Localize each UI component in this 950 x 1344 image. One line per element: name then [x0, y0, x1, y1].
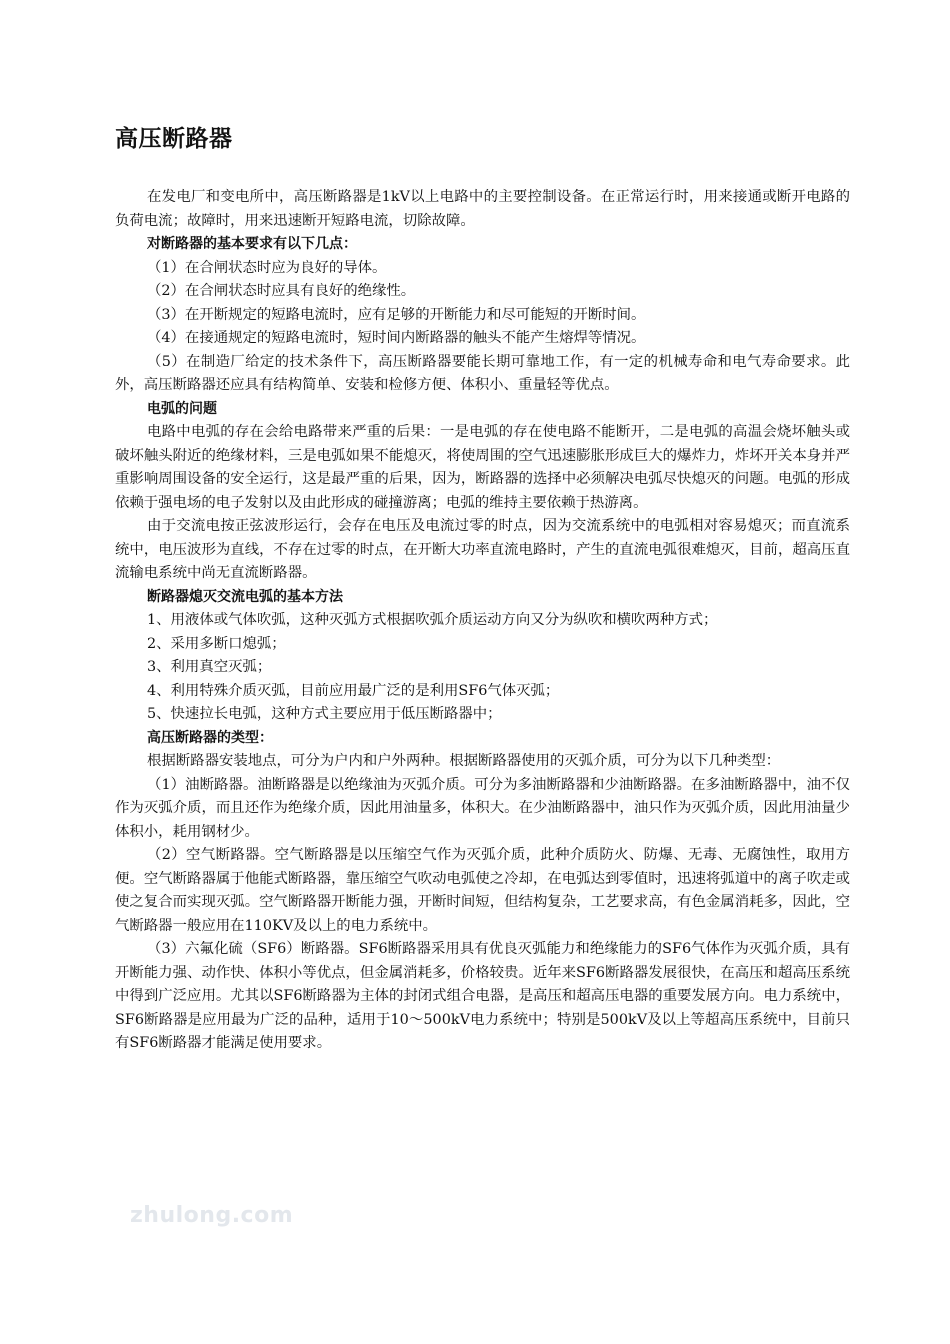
types-heading: 高压断路器的类型：	[147, 729, 273, 746]
requirement-item: （1）在合闸状态时应为良好的导体。	[147, 259, 387, 276]
requirement-item: （2）在合闸状态时应具有良好的绝缘性。	[147, 283, 416, 299]
method-item: 3、利用真空灭弧；	[147, 659, 272, 675]
arc-paragraph: 电路中电弧的存在会给电路带来严重的后果：一是电弧的存在使电路不能断开，二是电弧的高温会烧坏触头或破坏触头附近的绝缘材料，三是电弧如果不能熄灭，将使周围的空气迅速膨胀形成巨大的爆炸力，炸坏开关本身并严重影响周围设备的安全运行，这是最严重的后果，因为，断路器的选择中必须解决电弧尽快熄灭的问题。电弧的形成依赖于强电场的电子发射以及由此形成的碰撞游离；电弧的维持主要依赖于热游离。	[115, 424, 850, 511]
types-intro: 根据断路器安装地点，可分为户内和户外两种。根据断路器使用的灭弧介质，可分为以下几种类型：	[147, 753, 781, 769]
arc-heading: 电弧的问题	[147, 400, 217, 417]
arc-paragraph: 由于交流电按正弦波形运行，会存在电压及电流过零的时点，因为交流系统中的电弧相对容易熄灭；而直流系统中，电压波形为直线，不存在过零的时点，在开断大功率直流电路时，产生的直流电弧很难熄灭，目前，超高压直流输电系统中尚无直流断路器。	[115, 518, 850, 581]
requirement-item: （3）在开断规定的短路电流时，应有足够的开断能力和尽可能短的开断时间。	[147, 306, 646, 323]
requirements-heading: 对断路器的基本要求有以下几点：	[147, 236, 357, 252]
requirement-item: （4）在接通规定的短路电流时，短时间内断路器的触头不能产生熔焊等情况。	[147, 330, 646, 346]
method-item: 1、用液体或气体吹弧，这种灭弧方式根据吹弧介质运动方向又分为纵吹和横吹两种方式；	[147, 612, 718, 628]
watermark: zhulong.com	[130, 1203, 294, 1228]
requirement-item: （5）在制造厂给定的技术条件下，高压断路器要能长期可靠地工作，有一定的机械寿命和电气寿命要求。此外，高压断路器还应具有结构简单、安装和检修方便、体积小、重量轻等优点。	[115, 353, 850, 393]
document-body	[115, 186, 850, 1056]
type-item: （1）油断路器。油断路器是以绝缘油为灭弧介质。可分为多油断路器和少油断路器。在多油断路器中，油不仅作为灭弧介质，而且还作为绝缘介质，因此用油量多，体积大。在少油断路器中，油只作为灭弧介质，因此用油量少体积小，耗用钢材少。	[115, 776, 850, 840]
type-item: （2）空气断路器。空气断路器是以压缩空气作为灭弧介质，此种介质防火、防爆、无毒、无腐蚀性，取用方便。空气断路器属于他能式断路器，靠压缩空气吹动电弧使之冷却，在电弧达到零值时，迅速将弧道中的离子吹走或使之复合而实现灭弧。空气断路器开断能力强，开断时间短，但结构复杂，工艺要求高，有色金属消耗多，因此，空气断路器一般应用在110KV及以上的电力系统中。	[115, 847, 850, 934]
page-title: 高压断路器	[115, 126, 233, 152]
intro-paragraph: 在发电厂和变电所中，高压断路器是1kV以上电路中的主要控制设备。在正常运行时，用来接通或断开电路的负荷电流；故障时，用来迅速断开短路电流，切除故障。	[115, 189, 850, 229]
type-item: （3）六氟化硫（SF6）断路器。SF6断路器采用具有优良灭弧能力和绝缘能力的SF6气体作为灭弧介质，具有开断能力强、动作快、体积小等优点，但金属消耗多，价格较贵。近年来SF6断路器发展很快，在高压和超高压系统中得到广泛应用。尤其以SF6断路器为主体的封闭式组合电器，是高压和超高压电器的重要发展方向。电力系统中，SF6断路器是应用最为广泛的品种，适用于10～500kV电力系统中；特别是500kV及以上等超高压系统中，目前只有SF6断路器才能满足使用要求。	[115, 941, 850, 1051]
methods-heading: 断路器熄灭交流电弧的基本方法	[147, 588, 343, 605]
method-item: 2、采用多断口熄弧；	[147, 635, 286, 652]
method-item: 4、利用特殊介质灭弧，目前应用最广泛的是利用SF6气体灭弧；	[147, 682, 560, 699]
method-item: 5、快速拉长电弧，这种方式主要应用于低压断路器中；	[147, 706, 502, 722]
